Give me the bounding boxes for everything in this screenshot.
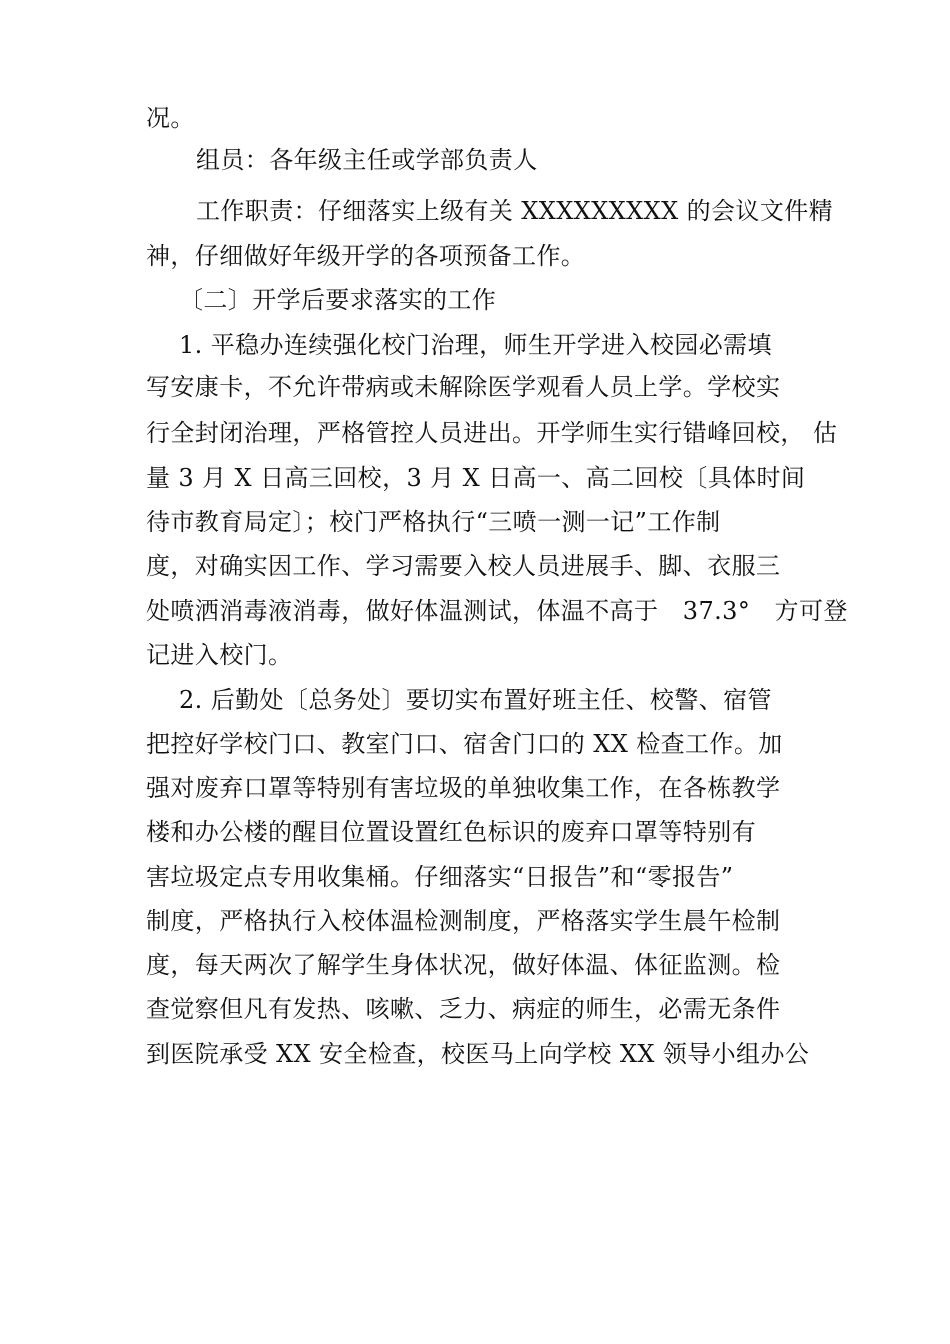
text-line: 写安康卡，不允许带病或未解除医学观看人员上学。学校实 [146,373,781,401]
text-line: 神，仔细做好年级开学的各项预备工作。 [146,242,586,270]
text-line: 况。 [146,104,195,132]
text-line: 组员：各年级主任或学部负责人 [196,146,538,174]
text-line: 2. 后勤处〔总务处〕要切实布置好班主任、校警、宿管 [179,686,772,714]
text-line: 害垃圾定点专用收集桶。仔细落实“日报告”和“零报告” [146,863,734,891]
section-heading: 〔二〕开学后要求落实的工作 [179,286,497,314]
text-line: 处喷洒消毒液消毒，做好体温测试，体温不高于 37.3° 方可登 [146,597,848,625]
text-line: 工作职责：仔细落实上级有关 XXXXXXXXX 的会议文件精 [196,197,834,225]
text-line: 查觉察但凡有发热、咳嗽、乏力、病症的师生，必需无条件 [146,995,781,1023]
text-line: 制度，严格执行入校体温检测制度，严格落实学生晨午检制 [146,907,781,935]
text-line: 量 3 月 X 日高三回校，3 月 X 日高一、高二回校〔具体时间 [146,464,806,492]
text-line: 强对废弃口罩等特别有害垃圾的单独收集工作，在各栋教学 [146,774,781,802]
text-line: 到医院承受 XX 安全检查，校医马上向学校 XX 领导小组办公 [146,1040,810,1068]
text-line: 行全封闭治理，严格管控人员进出。开学师生实行错峰回校， 估 [146,419,838,447]
text-line: 待市教育局定〕；校门严格执行“三喷一测一记”工作制 [146,508,721,536]
text-line: 记进入校门。 [146,641,293,669]
text-line: 把控好学校门口、教室门口、宿舍门口的 XX 检查工作。加 [146,730,783,758]
text-line: 楼和办公楼的醒目位置设置红色标识的废弃口罩等特别有 [146,818,756,846]
text-line: 度，每天两次了解学生身体状况，做好体温、体征监测。检 [146,951,781,979]
text-line: 度，对确实因工作、学习需要入校人员进展手、脚、衣服三 [146,552,781,580]
text-line: 1. 平稳办连续强化校门治理，师生开学进入校园必需填 [179,331,772,359]
